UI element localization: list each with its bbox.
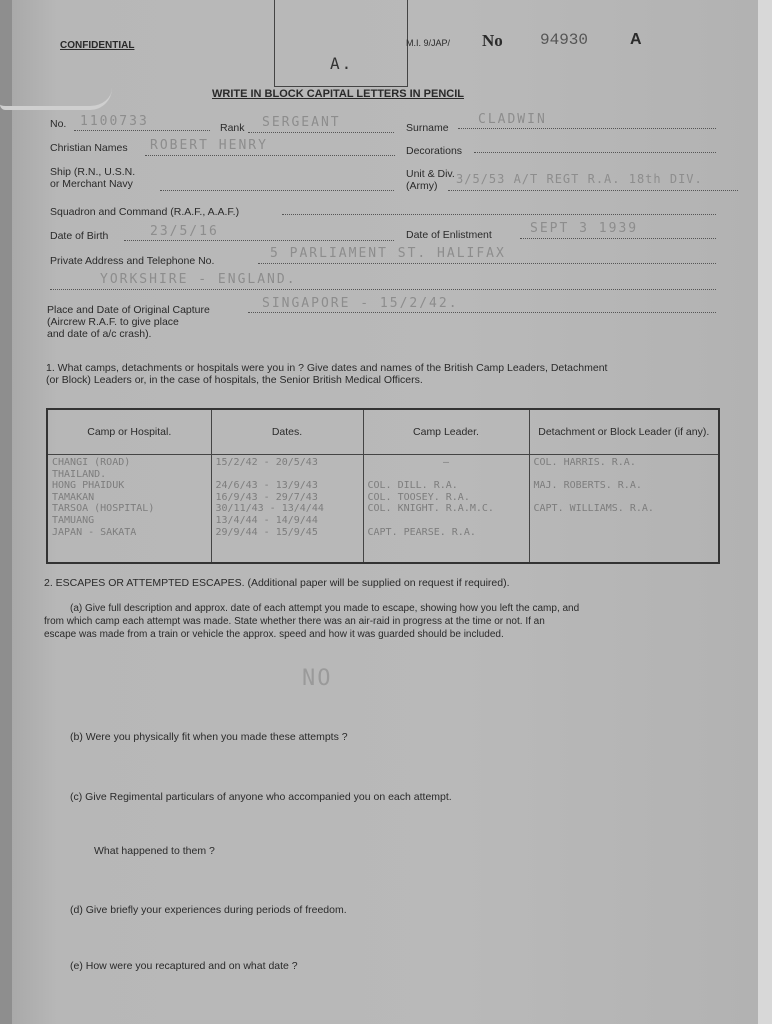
capture-label-1: Place and Date of Original Capture bbox=[47, 304, 210, 316]
service-number-value: 1100733 bbox=[80, 114, 149, 129]
table-cell: CAPT. PEARSE. R.A. bbox=[367, 526, 476, 538]
header-camp: Camp or Hospital. bbox=[47, 409, 211, 455]
camps-table bbox=[46, 408, 720, 564]
q2c-followup: What happened to them ? bbox=[94, 845, 215, 857]
capture-value: SINGAPORE - 15/2/42. bbox=[262, 296, 459, 311]
q2d-text: (d) Give briefly your experiences during periods of freedom. bbox=[70, 904, 347, 916]
instruction-heading: WRITE IN BLOCK CAPITAL LETTERS IN PENCIL bbox=[212, 88, 464, 100]
table-cell: CAPT. WILLIAMS. R.A. bbox=[533, 503, 654, 515]
stamp-box bbox=[274, 0, 408, 87]
address-label: Private Address and Telephone No. bbox=[50, 255, 215, 267]
q2a-text-1: (a) Give full description and approx. date of each attempt you made to escape, showing how you left the camp, and bbox=[70, 603, 580, 614]
table-cell: HONG PHAIDUK bbox=[52, 480, 125, 492]
rank-value: SERGEANT bbox=[262, 115, 341, 130]
unit-label-2: (Army) bbox=[406, 180, 438, 192]
table-cell: 30/11/43 - 13/4/44 bbox=[215, 503, 324, 515]
address-value-2: YORKSHIRE - ENGLAND. bbox=[100, 272, 297, 287]
unit-label-1: Unit & Div. bbox=[406, 168, 455, 180]
q2b-text: (b) Were you physically fit when you made these attempts ? bbox=[70, 731, 348, 743]
table-cell: 29/9/44 - 15/9/45 bbox=[215, 526, 318, 538]
table-cell: 13/4/44 - 14/9/44 bbox=[215, 514, 318, 526]
rank-label: Rank bbox=[220, 122, 245, 134]
table-cell: THAILAND. bbox=[52, 468, 107, 480]
table-cell bbox=[216, 469, 359, 481]
capture-label-2: (Aircrew R.A.F. to give place bbox=[47, 316, 179, 328]
table-cell: 24/6/43 - 13/9/43 bbox=[215, 480, 318, 492]
capture-label-3: and date of a/c crash). bbox=[47, 328, 152, 340]
stamp-letter: A. bbox=[330, 54, 354, 73]
dob-value: 23/5/16 bbox=[150, 224, 219, 239]
q2a-text-2: from which camp each attempt was made. State whether there was an air-raid in progress at the time or not. If an bbox=[44, 616, 545, 627]
table-cell: TAMUANG bbox=[52, 514, 95, 526]
q2c-text: (c) Give Regimental particulars of anyone who accompanied you on each attempt. bbox=[70, 791, 452, 803]
table-cell: COL. DILL. R.A. bbox=[367, 480, 458, 492]
table-body bbox=[47, 455, 719, 564]
unit-value: 3/5/53 A/T REGT R.A. 18th DIV. bbox=[456, 172, 703, 186]
table-cell: TARSOA (HOSPITAL) bbox=[52, 503, 155, 515]
q2a-answer: NO bbox=[302, 666, 333, 691]
address-value-1: 5 PARLIAMENT ST. HALIFAX bbox=[270, 246, 506, 261]
header-dates: Dates. bbox=[211, 409, 363, 455]
table-cell: CHANGI (ROAD) bbox=[52, 457, 131, 468]
squadron-label: Squadron and Command (R.A.F., A.A.F.) bbox=[50, 206, 240, 218]
enlistment-value: SEPT 3 1939 bbox=[530, 221, 639, 236]
no-label: No. bbox=[50, 118, 67, 130]
surname-label: Surname bbox=[406, 122, 449, 134]
dates-column bbox=[211, 455, 363, 564]
table-cell: 15/2/42 - 20/5/43 bbox=[215, 457, 318, 468]
table-cell: COL. TOOSEY. R.A. bbox=[367, 491, 470, 503]
decorations-label: Decorations bbox=[406, 145, 463, 157]
table-cell: COL. HARRIS. R.A. bbox=[533, 457, 636, 468]
confidential-label: CONFIDENTIAL bbox=[60, 40, 135, 51]
ship-label-1: Ship (R.N., U.S.N. bbox=[50, 166, 136, 178]
ship-label-2: or Merchant Navy bbox=[50, 178, 133, 190]
christian-names-label: Christian Names bbox=[50, 142, 128, 154]
table-header-row bbox=[47, 409, 719, 455]
table-cell: — bbox=[442, 457, 450, 468]
table-cell bbox=[534, 492, 715, 504]
form-number: 94930 bbox=[540, 31, 589, 49]
table-cell: JAPAN - SAKATA bbox=[52, 526, 137, 538]
dob-label: Date of Birth bbox=[50, 230, 109, 242]
table-cell: 16/9/43 - 29/7/43 bbox=[215, 491, 318, 503]
q1-text-1: 1. What camps, detachments or hospitals were you in ? Give dates and names of the British Camp Leaders, Detachment bbox=[46, 362, 608, 374]
header-detachment-leader: Detachment or Block Leader (if any). bbox=[529, 409, 719, 455]
q2-heading: 2. ESCAPES OR ATTEMPTED ESCAPES. (Additional paper will be supplied on request if required). bbox=[44, 577, 510, 589]
christian-names-value: ROBERT HENRY bbox=[150, 138, 268, 153]
table-cell: TAMAKAN bbox=[52, 491, 95, 503]
enlistment-label: Date of Enlistment bbox=[406, 229, 492, 241]
surname-value: CLADWIN bbox=[478, 112, 547, 127]
camp-leader-column bbox=[363, 455, 529, 564]
table-cell: MAJ. ROBERTS. R.A. bbox=[533, 480, 642, 492]
sheet-edge bbox=[758, 0, 772, 1024]
binding-string bbox=[0, 88, 112, 110]
table-cell bbox=[368, 469, 525, 481]
camp-column bbox=[47, 455, 211, 564]
header-camp-leader: Camp Leader. bbox=[363, 409, 529, 455]
q2a-text-3: escape was made from a train or vehicle the approx. speed and how it was guarded should be included. bbox=[44, 629, 504, 640]
q2e-text: (e) How were you recaptured and on what date ? bbox=[70, 960, 298, 972]
table-cell bbox=[368, 515, 525, 527]
detachment-leader-column bbox=[529, 455, 719, 564]
q1-text-2: (or Block) Leaders or, in the case of hospitals, the Senior British Medical Officers. bbox=[46, 374, 423, 386]
number-label: No bbox=[482, 31, 503, 50]
form-ref: M.I. 9/JAP/ bbox=[406, 38, 451, 48]
series-letter: A bbox=[630, 31, 642, 48]
table-cell bbox=[534, 469, 715, 481]
table-cell: COL. KNIGHT. R.A.M.C. bbox=[367, 503, 494, 515]
